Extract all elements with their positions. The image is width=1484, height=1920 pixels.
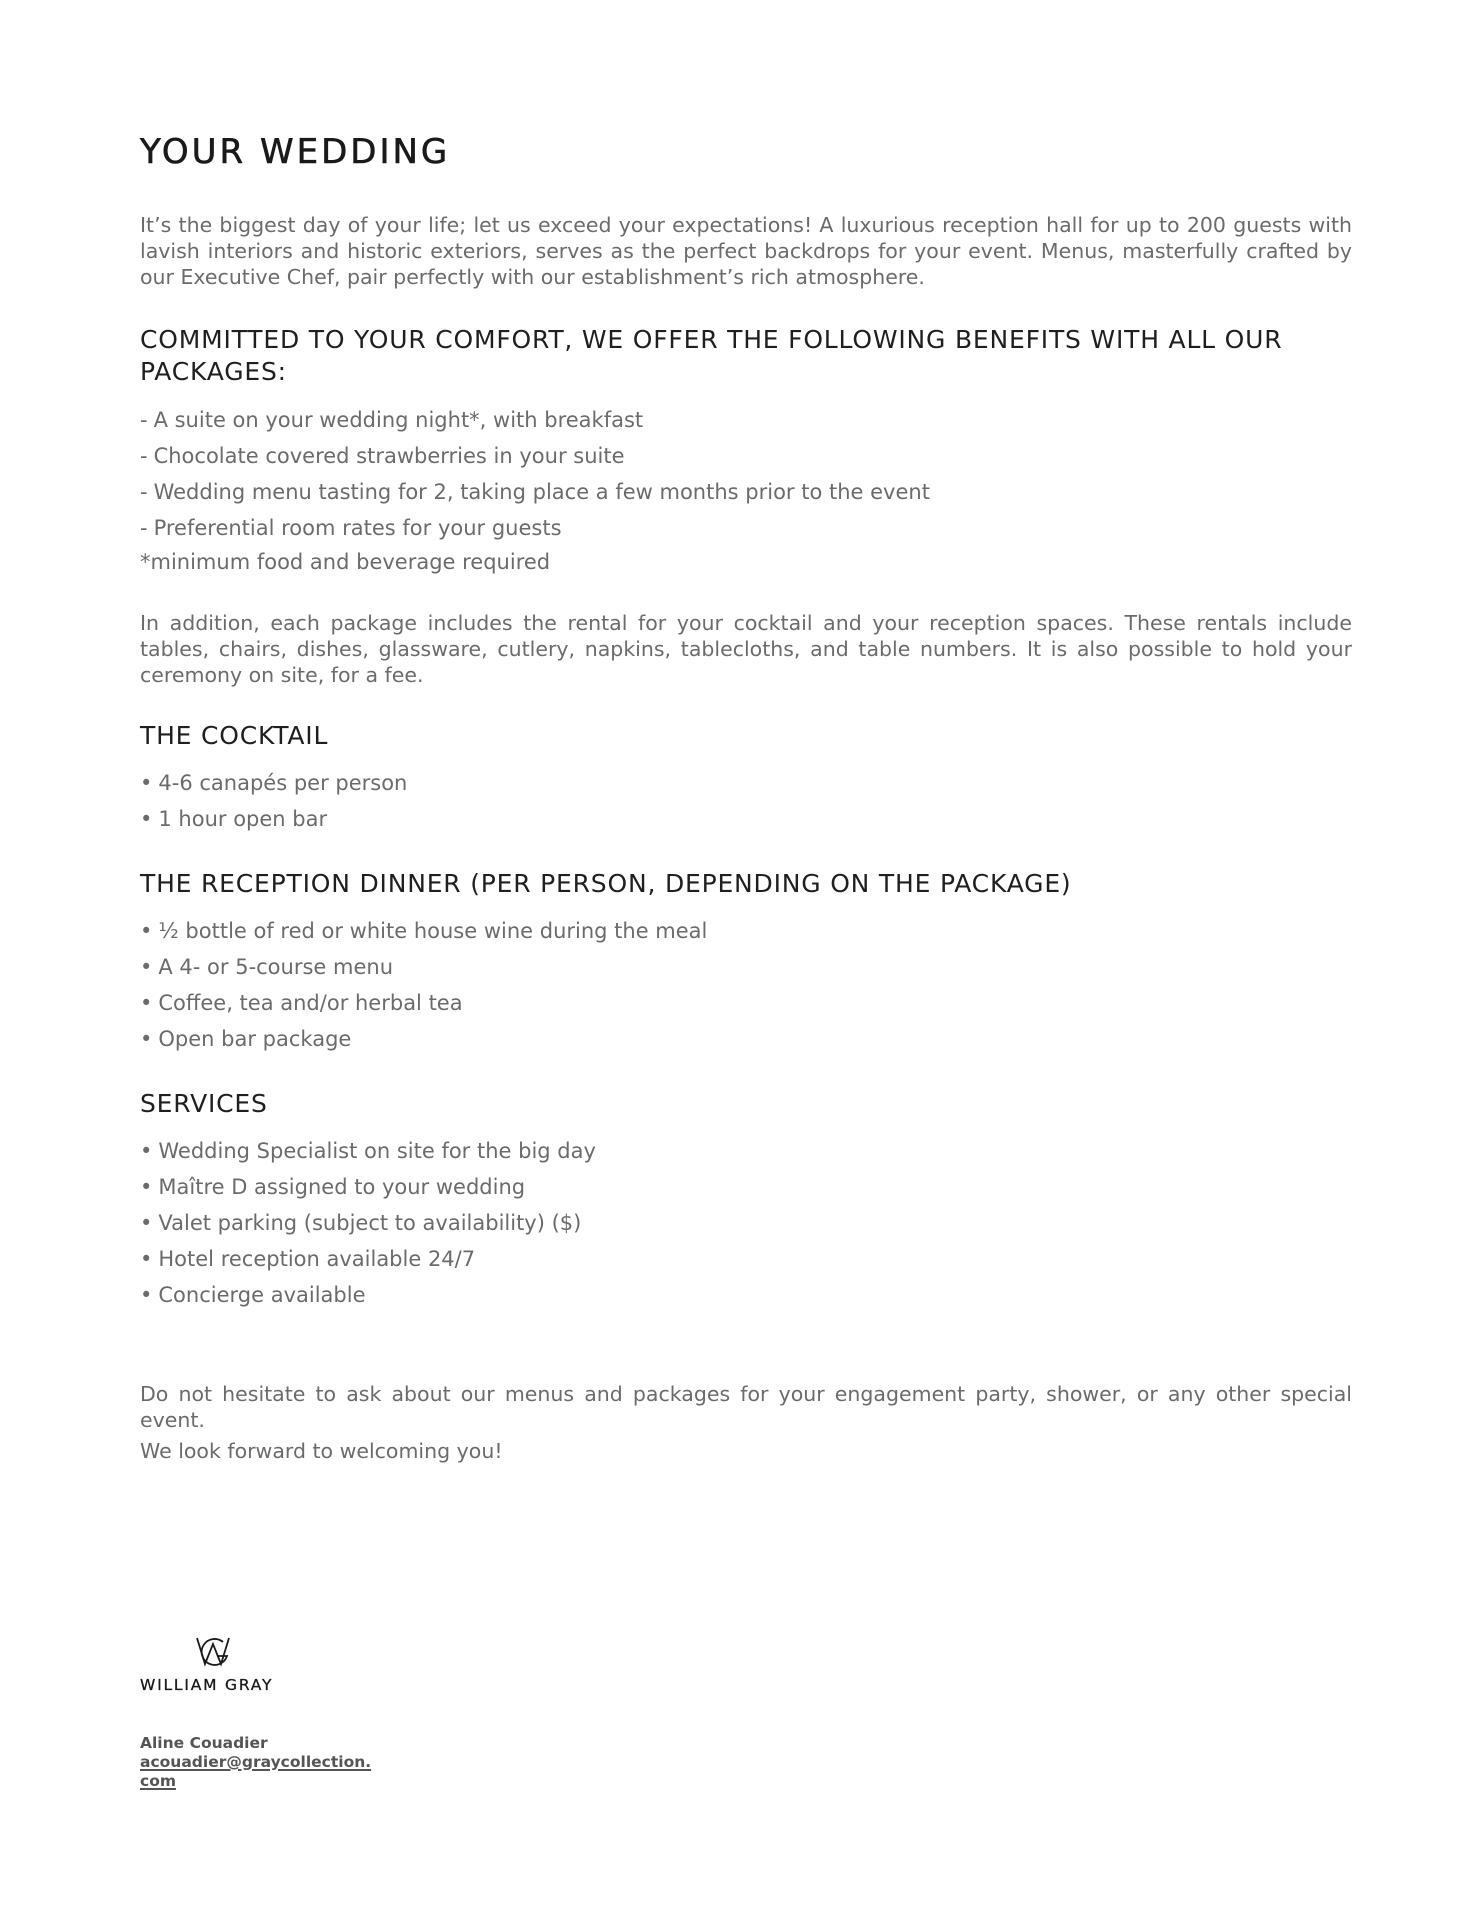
cocktail-list: [140, 765, 407, 837]
services-list: [140, 1133, 596, 1313]
list-item-text: Maître D assigned to your wedding: [158, 1175, 526, 1199]
page-title: YOUR WEDDING: [140, 132, 451, 172]
wg-monogram-icon: [193, 1630, 237, 1670]
list-item-text: Coffee, tea and/or herbal tea: [158, 991, 463, 1015]
closing-paragraph: Do not hesitate to ask about our menus and packages for your engagement party, shower, or any other special event.: [140, 1382, 1352, 1432]
farewell-text: We look forward to welcoming you!: [140, 1439, 503, 1463]
benefits-heading: COMMITTED TO YOUR COMFORT, WE OFFER THE FOLLOWING BENEFITS WITH ALL OUR PACKAGES:: [140, 325, 1283, 386]
list-item-text: ½ bottle of red or white house wine during the meal: [158, 919, 708, 943]
bullet-marker: •: [140, 1283, 153, 1307]
bullet-marker: •: [140, 1139, 153, 1163]
list-item-text: Concierge available: [158, 1283, 366, 1307]
list-item-text: 4-6 canapés per person: [158, 771, 408, 795]
list-item: [140, 1205, 596, 1241]
dash-marker: -: [140, 408, 148, 432]
intro-paragraph: It’s the biggest day of your life; let us exceed your expectations! A luxurious reception hall for up to 200 guests with lavish interiors and historic exteriors, serves as the perfect backdrops for your event. Menus, masterfully crafted by our Executive Chef, pair perfectly with our establishment’s rich atmosphere.: [140, 213, 1352, 289]
list-item: [140, 1277, 596, 1313]
dash-marker: -: [140, 480, 148, 504]
services-heading: SERVICES: [140, 1089, 268, 1118]
dash-marker: -: [140, 516, 148, 540]
list-item: [140, 1021, 707, 1057]
bullet-marker: •: [140, 919, 153, 943]
list-item: [140, 402, 930, 438]
list-item: [140, 474, 930, 510]
list-item-text: Preferential room rates for your guests: [153, 516, 562, 540]
benefits-list: [140, 402, 930, 546]
bullet-marker: •: [140, 1211, 153, 1235]
list-item: [140, 438, 930, 474]
list-item-text: A 4- or 5-course menu: [158, 955, 394, 979]
list-item: [140, 985, 707, 1021]
dash-marker: -: [140, 444, 148, 468]
william-gray-logo: [140, 1630, 300, 1694]
list-item-text: Valet parking (subject to availability) ($): [158, 1211, 582, 1235]
list-item-text: Wedding Specialist on site for the big day: [158, 1139, 596, 1163]
logo-wordmark: WILLIAM GRAY: [140, 1676, 274, 1694]
contact-email-link[interactable]: acouadier@graycollection.com: [140, 1753, 372, 1790]
bullet-marker: •: [140, 807, 153, 831]
rental-paragraph: In addition, each package includes the rental for your cocktail and your reception spaces. These rentals include tables, chairs, dishes, glassware, cutlery, napkins, tablecloths, and table numbers. It is also possible to hold your ceremony on site, for a fee.: [140, 611, 1352, 687]
benefits-note: *minimum food and beverage required: [140, 550, 551, 574]
bullet-marker: •: [140, 1175, 153, 1199]
list-item: [140, 510, 930, 546]
cocktail-heading: THE COCKTAIL: [140, 721, 329, 750]
list-item-text: Chocolate covered strawberries in your suite: [153, 444, 625, 468]
reception-heading: THE RECEPTION DINNER (PER PERSON, DEPENDING ON THE PACKAGE): [140, 869, 1072, 898]
list-item-text: Hotel reception available 24/7: [158, 1247, 476, 1271]
list-item: [140, 801, 407, 837]
list-item: [140, 1241, 596, 1277]
bullet-marker: •: [140, 1247, 153, 1271]
list-item: [140, 913, 707, 949]
contact-name: Aline Couadier: [140, 1734, 268, 1752]
bullet-marker: •: [140, 1027, 153, 1051]
list-item-text: Wedding menu tasting for 2, taking place a few months prior to the event: [153, 480, 930, 504]
list-item-text: Open bar package: [158, 1027, 352, 1051]
list-item-text: A suite on your wedding night*, with breakfast: [153, 408, 644, 432]
list-item-text: 1 hour open bar: [158, 807, 328, 831]
bullet-marker: •: [140, 991, 153, 1015]
reception-list: [140, 913, 707, 1057]
list-item: [140, 765, 407, 801]
bullet-marker: •: [140, 955, 153, 979]
list-item: [140, 1169, 596, 1205]
bullet-marker: •: [140, 771, 153, 795]
contact-block: [140, 1734, 380, 1791]
list-item: [140, 949, 707, 985]
list-item: [140, 1133, 596, 1169]
